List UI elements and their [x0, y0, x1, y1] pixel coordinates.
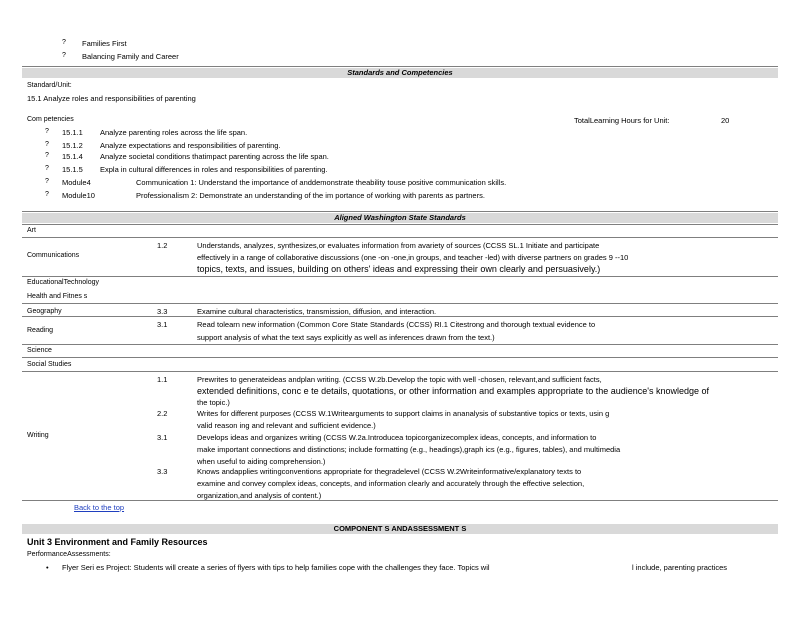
- divider: [22, 66, 778, 67]
- bullet-marker: ?: [45, 178, 49, 185]
- total-hours-label: TotalLearning Hours for Unit:: [574, 116, 670, 125]
- bullet-marker: •: [46, 563, 49, 572]
- subject-educational-technology: EducationalTechnology: [27, 279, 99, 286]
- competency-code: 15.1.1: [62, 128, 83, 137]
- subject-science: Science: [27, 347, 52, 354]
- standard-unit-text: 15.1 Analyze roles and responsibilities of parenting: [27, 94, 196, 103]
- standard-text: topics, texts, and issues, building on others' ideas and expressing their own clearly and persuasively.): [197, 264, 601, 274]
- table-row-divider: [22, 237, 778, 238]
- competency-text: Communication 1: Understand the importance of anddemonstrate theability touse positive communication skills.: [136, 178, 507, 187]
- standard-text: support analysis of what the text says explicitly as well as inferences drawn from the text.): [197, 333, 495, 342]
- subject-reading: Reading: [27, 327, 54, 334]
- competency-text: Professionalism 2: Demonstrate an understanding of the im portance of working with parents as partners.: [136, 191, 485, 200]
- bullet-marker: ?: [45, 165, 49, 172]
- competency-code: Module10: [62, 191, 95, 200]
- standards-band: Standards and Competencies: [22, 68, 778, 78]
- table-row-divider: [22, 316, 778, 317]
- flyer-project-text-tail: l include, parenting practices: [632, 563, 728, 572]
- standard-code: 3.3: [157, 467, 168, 476]
- bullet-marker: ?: [62, 52, 66, 59]
- top-bullet-balancing: Balancing Family and Career: [82, 52, 179, 61]
- table-row-divider: [22, 224, 778, 225]
- standard-text: the topic.): [197, 398, 230, 407]
- bullet-marker: ?: [45, 152, 49, 159]
- standard-text: Prewrites to generateideas andplan writing. (CCSS W.2b.Develop the topic with well -chosen, relevant,and sufficient facts,: [197, 375, 602, 384]
- divider: [22, 211, 778, 212]
- standard-code: 1.2: [157, 241, 168, 250]
- performance-assessments-label: PerformanceAssessments:: [27, 551, 111, 558]
- standard-text: Writes for different purposes (CCSS W.1Writearguments to support claims in ananalysis of substantive topics or texts, usin g: [197, 409, 610, 418]
- table-row-divider: [22, 357, 778, 358]
- competency-code: 15.1.2: [62, 141, 83, 150]
- competency-text: Expla in cultural differences in roles and responsibilities of parenting.: [100, 165, 328, 174]
- standard-text: Knows andapplies writingconventions appropriate for thegradelevel (CCSS W.2Writeinformative/explanatory texts to: [197, 467, 582, 476]
- competency-text: Analyze societal conditions thatimpact parenting across the life span.: [100, 152, 329, 161]
- bullet-marker: ?: [62, 39, 66, 46]
- table-row-divider: [22, 344, 778, 345]
- table-row-divider: [22, 276, 778, 277]
- subject-social-studies: Social Studies: [27, 361, 72, 368]
- table-row-divider: [22, 303, 778, 304]
- standard-text: effectively in a range of collaborative discussions (one -on -one,in groups, and teacher -led) with diverse partners on grades 9 --10: [197, 253, 629, 262]
- unit-title: Unit 3 Environment and Family Resources: [27, 537, 208, 547]
- bullet-marker: ?: [45, 141, 49, 148]
- standard-text: organization,and analysis of content.): [197, 491, 322, 500]
- subject-communications: Communications: [27, 252, 80, 259]
- competency-code: Module4: [62, 178, 91, 187]
- subject-health-fitness: Health and Fitnes s: [27, 293, 88, 300]
- standard-text: when useful to aiding comprehension.): [197, 457, 326, 466]
- standard-text: Examine cultural characteristics, transmission, diffusion, and interaction.: [197, 307, 437, 316]
- standard-text: Understands, analyzes, synthesizes,or evaluates information from avariety of sources (CCSS SL.1 Initiate and participate: [197, 241, 600, 250]
- competency-text: Analyze parenting roles across the life span.: [100, 128, 248, 137]
- subject-writing: Writing: [27, 432, 49, 439]
- subject-art: Art: [27, 227, 36, 234]
- standard-text: extended definitions, conc e te details, quotations, or other information and examples appropriate to the audience's knowledge of: [197, 386, 710, 396]
- competency-code: 15.1.5: [62, 165, 83, 174]
- flyer-project-text: Flyer Seri es Project: Students will create a series of flyers with tips to help families cope with the challenges they face. Topics wil: [62, 563, 490, 572]
- standard-text: make important connections and distinctions; include formatting (e.g., headings),graph ics (e.g., figures, tables), and multimedia: [197, 445, 621, 454]
- standard-unit-label: Standard/Unit:: [27, 82, 72, 89]
- table-bottom-divider: [22, 500, 778, 501]
- subject-geography: Geography: [27, 308, 62, 315]
- aligned-standards-band: Aligned Washington State Standards: [22, 213, 778, 223]
- table-row-divider: [22, 371, 778, 372]
- standard-code: 3.1: [157, 320, 168, 329]
- standard-text: valid reason ing and relevant and sufficient evidence.): [197, 421, 376, 430]
- total-hours-value: 20: [721, 116, 730, 125]
- back-to-top-link[interactable]: Back to the top: [74, 503, 125, 512]
- standard-text: examine and convey complex ideas, concepts, and information clearly and accurately through the effective selection,: [197, 479, 585, 488]
- bullet-marker: ?: [45, 191, 49, 198]
- bullet-marker: ?: [45, 128, 49, 135]
- top-bullet-families-first: Families First: [82, 39, 127, 48]
- standard-text: Develops ideas and organizes writing (CCSS W.2a.Introducea topicorganizecomplex ideas, concepts, and information to: [197, 433, 597, 442]
- competencies-label: Com petencies: [27, 116, 74, 123]
- standard-code: 3.3: [157, 307, 168, 316]
- standard-text: Read tolearn new information (Common Core State Standards (CCSS) RI.1 Citestrong and thorough textual evidence to: [197, 320, 596, 329]
- standard-code: 1.1: [157, 375, 168, 384]
- standard-code: 3.1: [157, 433, 168, 442]
- standard-code: 2.2: [157, 409, 168, 418]
- components-assessments-band: COMPONENT S ANDASSESSMENT S: [22, 524, 778, 534]
- competency-code: 15.1.4: [62, 152, 83, 161]
- competency-text: Analyze expectations and responsibilities of parenting.: [100, 141, 281, 150]
